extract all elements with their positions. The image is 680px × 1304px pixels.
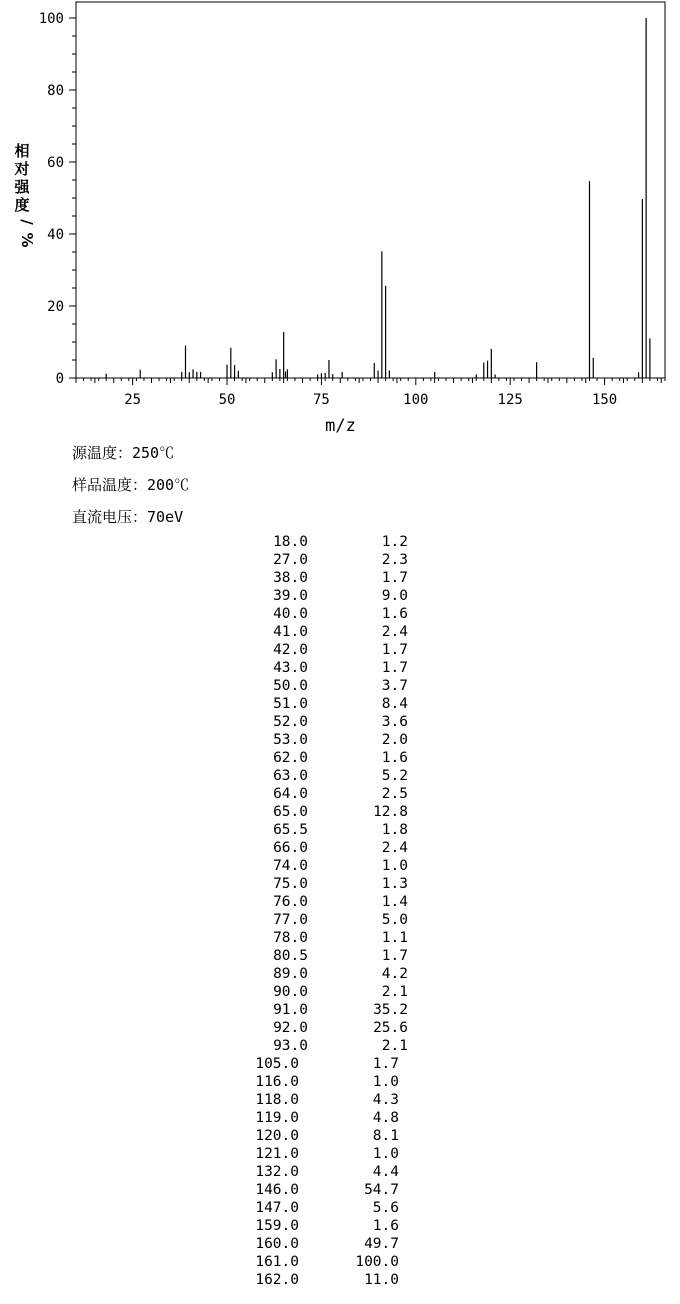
peak-row xyxy=(0,714,680,732)
peak-intensity: 4.8 xyxy=(372,1110,399,1126)
peak-mz: 118.0 xyxy=(255,1092,299,1108)
peak-intensity: 54.7 xyxy=(364,1182,399,1198)
peak-intensity: 1.4 xyxy=(381,894,408,910)
peak-row xyxy=(0,624,680,642)
peak-intensity: 5.2 xyxy=(381,768,408,784)
peak-intensity: 25.6 xyxy=(373,1020,408,1036)
mass-spectrum-chart xyxy=(0,0,680,440)
peak-mz: 121.0 xyxy=(255,1146,299,1162)
peak-row xyxy=(0,1200,680,1218)
peak-intensity: 2.4 xyxy=(381,624,408,640)
peak-mz: 52.0 xyxy=(273,714,308,730)
peak-row xyxy=(0,1020,680,1038)
peak-row xyxy=(0,984,680,1002)
peak-row xyxy=(0,948,680,966)
peak-intensity: 5.0 xyxy=(381,912,408,928)
y-axis-label-char: 强 xyxy=(14,178,30,196)
peak-intensity: 2.4 xyxy=(381,840,408,856)
peak-row xyxy=(0,1074,680,1092)
peak-mz: 80.5 xyxy=(273,948,308,964)
peak-mz: 40.0 xyxy=(273,606,308,622)
y-tick-label: 60 xyxy=(47,155,64,171)
peak-mz: 62.0 xyxy=(273,750,308,766)
peak-intensity: 3.7 xyxy=(381,678,408,694)
peak-intensity: 1.0 xyxy=(381,858,408,874)
peak-mz: 75.0 xyxy=(273,876,308,892)
peak-row xyxy=(0,840,680,858)
x-axis-label: m/z xyxy=(325,416,356,436)
x-tick-label: 100 xyxy=(403,392,429,408)
peak-intensity: 1.8 xyxy=(381,822,408,838)
peak-row xyxy=(0,606,680,624)
peak-row xyxy=(0,786,680,804)
x-tick-label: 125 xyxy=(497,392,523,408)
y-tick-label: 100 xyxy=(38,11,64,27)
peak-mz: 63.0 xyxy=(273,768,308,784)
peak-mz: 91.0 xyxy=(273,1002,308,1018)
peak-intensity: 2.3 xyxy=(381,552,408,568)
x-tick-label: 150 xyxy=(591,392,618,408)
peak-mz: 42.0 xyxy=(273,642,308,658)
peak-intensity: 4.3 xyxy=(372,1092,399,1108)
peak-mz: 74.0 xyxy=(273,858,308,874)
peak-intensity: 8.1 xyxy=(372,1128,399,1144)
peak-mz: 105.0 xyxy=(255,1056,299,1072)
peak-row xyxy=(0,1110,680,1128)
peak-table xyxy=(0,534,680,1290)
peak-intensity: 1.7 xyxy=(381,660,408,676)
peak-intensity: 5.6 xyxy=(372,1200,399,1216)
peak-mz: 18.0 xyxy=(273,534,308,550)
y-axis-label-char: % xyxy=(18,232,36,248)
plot-frame xyxy=(76,2,665,378)
peak-mz: 78.0 xyxy=(273,930,308,946)
peak-row xyxy=(0,804,680,822)
peak-row xyxy=(0,1236,680,1254)
peak-mz: 53.0 xyxy=(273,732,308,748)
y-axis-label xyxy=(13,142,36,248)
peak-row xyxy=(0,1146,680,1164)
peak-row xyxy=(0,966,680,984)
peak-mz: 146.0 xyxy=(255,1182,299,1198)
peak-row xyxy=(0,552,680,570)
peak-intensity: 1.3 xyxy=(381,876,408,892)
peak-row xyxy=(0,1056,680,1074)
peak-mz: 120.0 xyxy=(255,1128,299,1144)
peak-intensity: 1.7 xyxy=(381,570,408,586)
peak-row xyxy=(0,1038,680,1056)
source-temperature: 源温度：250℃ xyxy=(72,444,175,462)
peak-row xyxy=(0,1002,680,1020)
peak-intensity: 1.6 xyxy=(381,606,408,622)
y-axis-label-char: 相 xyxy=(14,142,30,160)
peak-mz: 161.0 xyxy=(255,1254,299,1270)
peak-mz: 76.0 xyxy=(273,894,308,910)
peak-row xyxy=(0,822,680,840)
peak-intensity: 12.8 xyxy=(373,804,408,820)
peak-mz: 64.0 xyxy=(273,786,308,802)
peak-mz: 147.0 xyxy=(255,1200,299,1216)
peak-row xyxy=(0,1164,680,1182)
peak-mz: 92.0 xyxy=(273,1020,308,1036)
peak-row xyxy=(0,894,680,912)
peak-row xyxy=(0,912,680,930)
peak-intensity: 1.0 xyxy=(372,1074,399,1090)
y-tick-label: 0 xyxy=(55,371,64,387)
peak-row xyxy=(0,678,680,696)
peak-row xyxy=(0,1128,680,1146)
peak-intensity: 2.0 xyxy=(381,732,408,748)
peak-mz: 119.0 xyxy=(255,1110,299,1126)
peak-intensity: 2.1 xyxy=(381,1038,408,1054)
peak-mz: 50.0 xyxy=(273,678,308,694)
peak-mz: 77.0 xyxy=(273,912,308,928)
peak-intensity: 4.2 xyxy=(381,966,408,982)
peak-intensity: 9.0 xyxy=(381,588,408,604)
x-tick-label: 75 xyxy=(312,392,330,408)
peak-intensity: 1.7 xyxy=(372,1056,399,1072)
peak-mz: 162.0 xyxy=(255,1272,299,1288)
peak-row xyxy=(0,1182,680,1200)
peak-row xyxy=(0,858,680,876)
peak-mz: 116.0 xyxy=(255,1074,299,1090)
sample-temperature: 样品温度：200℃ xyxy=(72,476,190,494)
peak-intensity: 1.7 xyxy=(381,948,408,964)
peak-mz: 39.0 xyxy=(273,588,308,604)
peak-row xyxy=(0,1092,680,1110)
peak-mz: 89.0 xyxy=(273,966,308,982)
peak-row xyxy=(0,1218,680,1236)
peak-intensity: 1.2 xyxy=(381,534,408,550)
peak-intensity: 8.4 xyxy=(381,696,408,712)
peak-intensity: 2.1 xyxy=(381,984,408,1000)
peak-intensity: 35.2 xyxy=(373,1002,408,1018)
peak-intensity: 2.5 xyxy=(381,786,408,802)
peak-row xyxy=(0,1254,680,1272)
peak-row xyxy=(0,876,680,894)
peak-intensity: 1.0 xyxy=(372,1146,399,1162)
peak-intensity: 1.1 xyxy=(381,930,408,946)
dc-voltage: 直流电压：70eV xyxy=(72,508,184,526)
peak-mz: 65.0 xyxy=(273,804,308,820)
peak-intensity: 1.7 xyxy=(381,642,408,658)
peak-mz: 132.0 xyxy=(255,1164,299,1180)
peak-intensity: 49.7 xyxy=(364,1236,399,1252)
peak-mz: 90.0 xyxy=(273,984,308,1000)
peak-mz: 93.0 xyxy=(273,1038,308,1054)
peak-intensity: 100.0 xyxy=(355,1254,399,1270)
peak-intensity: 1.6 xyxy=(381,750,408,766)
peak-row xyxy=(0,1272,680,1290)
x-tick-label: 25 xyxy=(124,392,142,408)
x-tick-label: 50 xyxy=(218,392,236,408)
peak-row xyxy=(0,696,680,714)
peak-intensity: 4.4 xyxy=(372,1164,399,1180)
y-tick-label: 40 xyxy=(47,227,64,243)
peak-mz: 41.0 xyxy=(273,624,308,640)
peak-mz: 38.0 xyxy=(273,570,308,586)
peak-row xyxy=(0,750,680,768)
peak-row xyxy=(0,588,680,606)
peak-mz: 159.0 xyxy=(255,1218,299,1234)
peak-intensity: 3.6 xyxy=(381,714,408,730)
peak-intensity: 1.6 xyxy=(372,1218,399,1234)
y-axis-label-char: 度 xyxy=(14,196,30,214)
y-tick-label: 80 xyxy=(47,83,64,99)
y-axis-label-char: 对 xyxy=(14,160,30,178)
y-tick-label: 20 xyxy=(47,299,64,315)
peak-row xyxy=(0,570,680,588)
peak-mz: 160.0 xyxy=(255,1236,299,1252)
peak-mz: 51.0 xyxy=(273,696,308,712)
peak-row xyxy=(0,732,680,750)
peak-intensity: 11.0 xyxy=(364,1272,399,1288)
peak-row xyxy=(0,768,680,786)
peak-mz: 43.0 xyxy=(273,660,308,676)
peak-row xyxy=(0,642,680,660)
peak-row xyxy=(0,930,680,948)
peak-mz: 66.0 xyxy=(273,840,308,856)
peak-row xyxy=(0,660,680,678)
peak-mz: 65.5 xyxy=(273,822,308,838)
peak-row xyxy=(0,534,680,552)
y-axis-label-char: / xyxy=(18,219,36,225)
peak-mz: 27.0 xyxy=(273,552,308,568)
